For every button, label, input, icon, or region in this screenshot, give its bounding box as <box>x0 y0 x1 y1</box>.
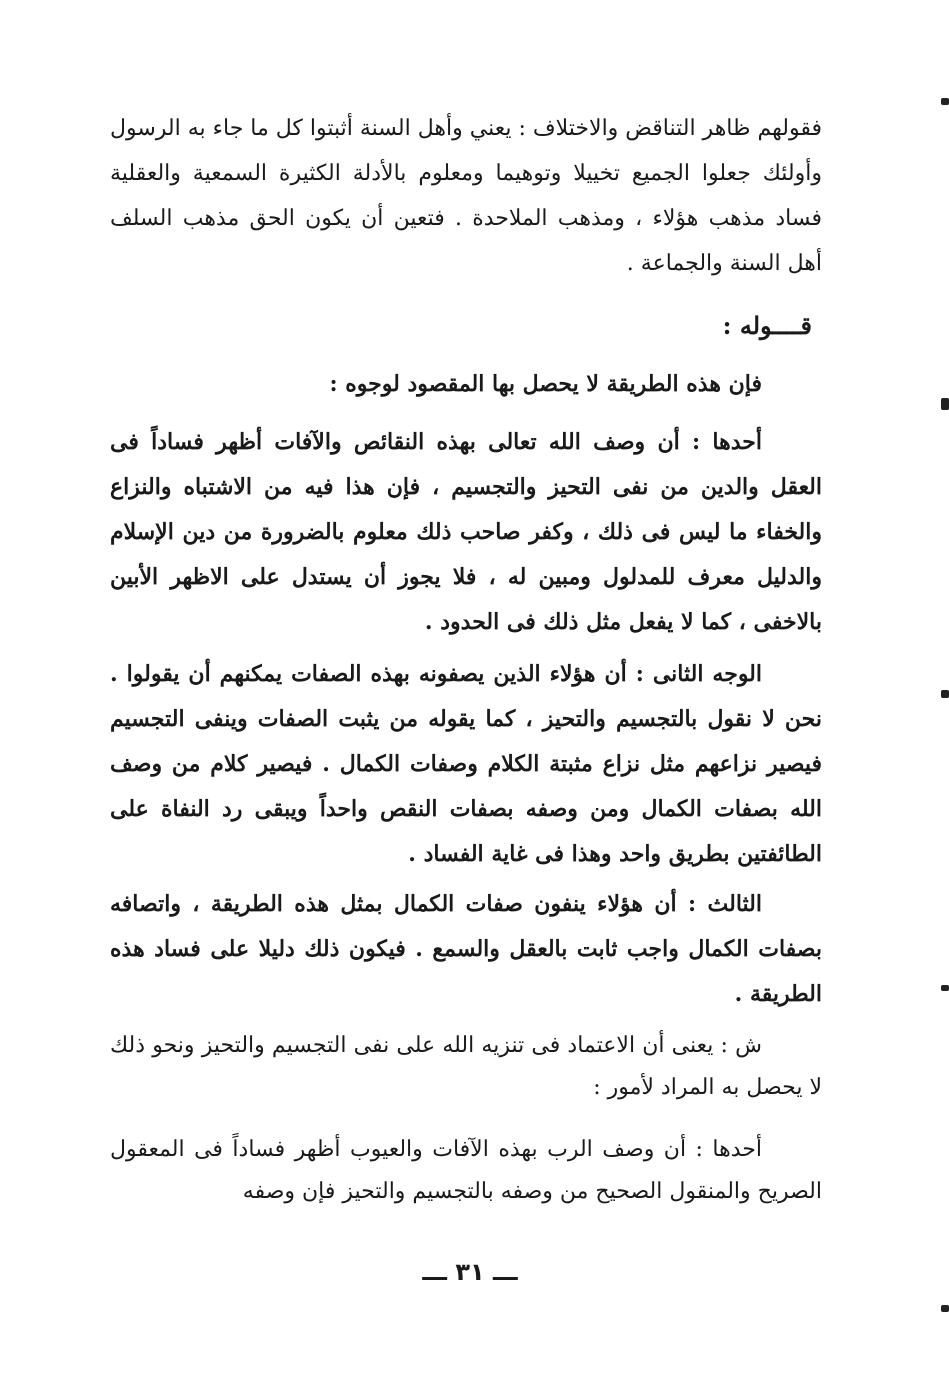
lead-paragraph: فإن هذه الطريقة لا يحصل بها المقصود لوجوه : <box>329 371 762 397</box>
commentary-first-block <box>110 1129 822 1213</box>
second-aspect-paragraph: الوجه الثانى : أن هؤلاء الذين يصفونه بهذه الصفات يمكنهم أن يقولوا . نحن لا نقول بالتجسيم والتحيز ، كما يقوله من يثبت الصفات وينفى التجسيم فيصير نزاعهم مثل نزاع مثبتة الكلام وصفات الكمال . فيصير كلام من وصف الله بصفات الكمال ومن وصفه بصفات النقص واحداً ويبقى رد النفاة على الطائفتين بطريق واحد وهذا فى غاية الفساد . <box>110 661 822 867</box>
third-aspect-block <box>110 882 822 1017</box>
second-aspect-block <box>110 652 822 877</box>
intro-paragraph-block <box>110 106 822 286</box>
first-aspect-block <box>110 420 822 645</box>
scan-edge-mark <box>941 985 949 991</box>
section-heading: قــــوله : <box>722 311 812 340</box>
commentary-block <box>110 1025 822 1109</box>
scan-edge-mark <box>941 690 949 698</box>
third-aspect-paragraph: الثالث : أن هؤلاء ينفون صفات الكمال بمثل هذه الطريقة ، واتصافه بصفات الكمال واجب ثابت بالعقل والسمع . فيكون ذلك دليلا على فساد هذه الطريقة . <box>110 891 822 1007</box>
lead-paragraph-block <box>110 362 822 407</box>
scan-edge-mark <box>941 1305 949 1312</box>
commentary-paragraph: ش : يعنى أن الاعتماد فى تنزيه الله على نفى التجسيم والتحيز ونحو ذلك لا يحصل به المراد لأمور : <box>110 1033 822 1100</box>
commentary-first-paragraph: أحدها : أن وصف الرب بهذه الآفات والعيوب أظهر فساداً فى المعقول الصريح والمنقول الصحيح من وصفه بالتجسيم والتحيز فإن وصفه <box>110 1137 822 1204</box>
scan-edge-mark <box>941 98 949 105</box>
first-aspect-paragraph: أحدها : أن وصف الله تعالى بهذه النقائص والآفات أظهر فساداً فى العقل والدين من نفى التحيز والتجسيم ، فإن هذا فيه من الاشتباه والنزاع والخفاء ما ليس فى ذلك ، وكفر صاحب ذلك معلوم بالضرورة من دين الإسلام والدليل معرف للمدلول ومبين له ، فلا يجوز أن يستدل على الاظهر الأبين بالاخفى ، كما لا يفعل مثل ذلك فى الحدود . <box>110 429 822 635</box>
page-number: ـــ ٣١ ـــ <box>422 1258 518 1286</box>
scan-edge-mark <box>941 398 949 410</box>
intro-paragraph: فقولهم ظاهر التناقض والاختلاف : يعني وأهل السنة أثبتوا كل ما جاء به الرسول وأولئك جعلوا الجميع تخييلا وتوهيما ومعلوم بالأدلة الكثيرة السمعية والعقلية فساد مذهب هؤلاء ، ومذهب الملاحدة . فتعين أن يكون الحق مذهب السلف أهل السنة والجماعة . <box>110 116 822 276</box>
